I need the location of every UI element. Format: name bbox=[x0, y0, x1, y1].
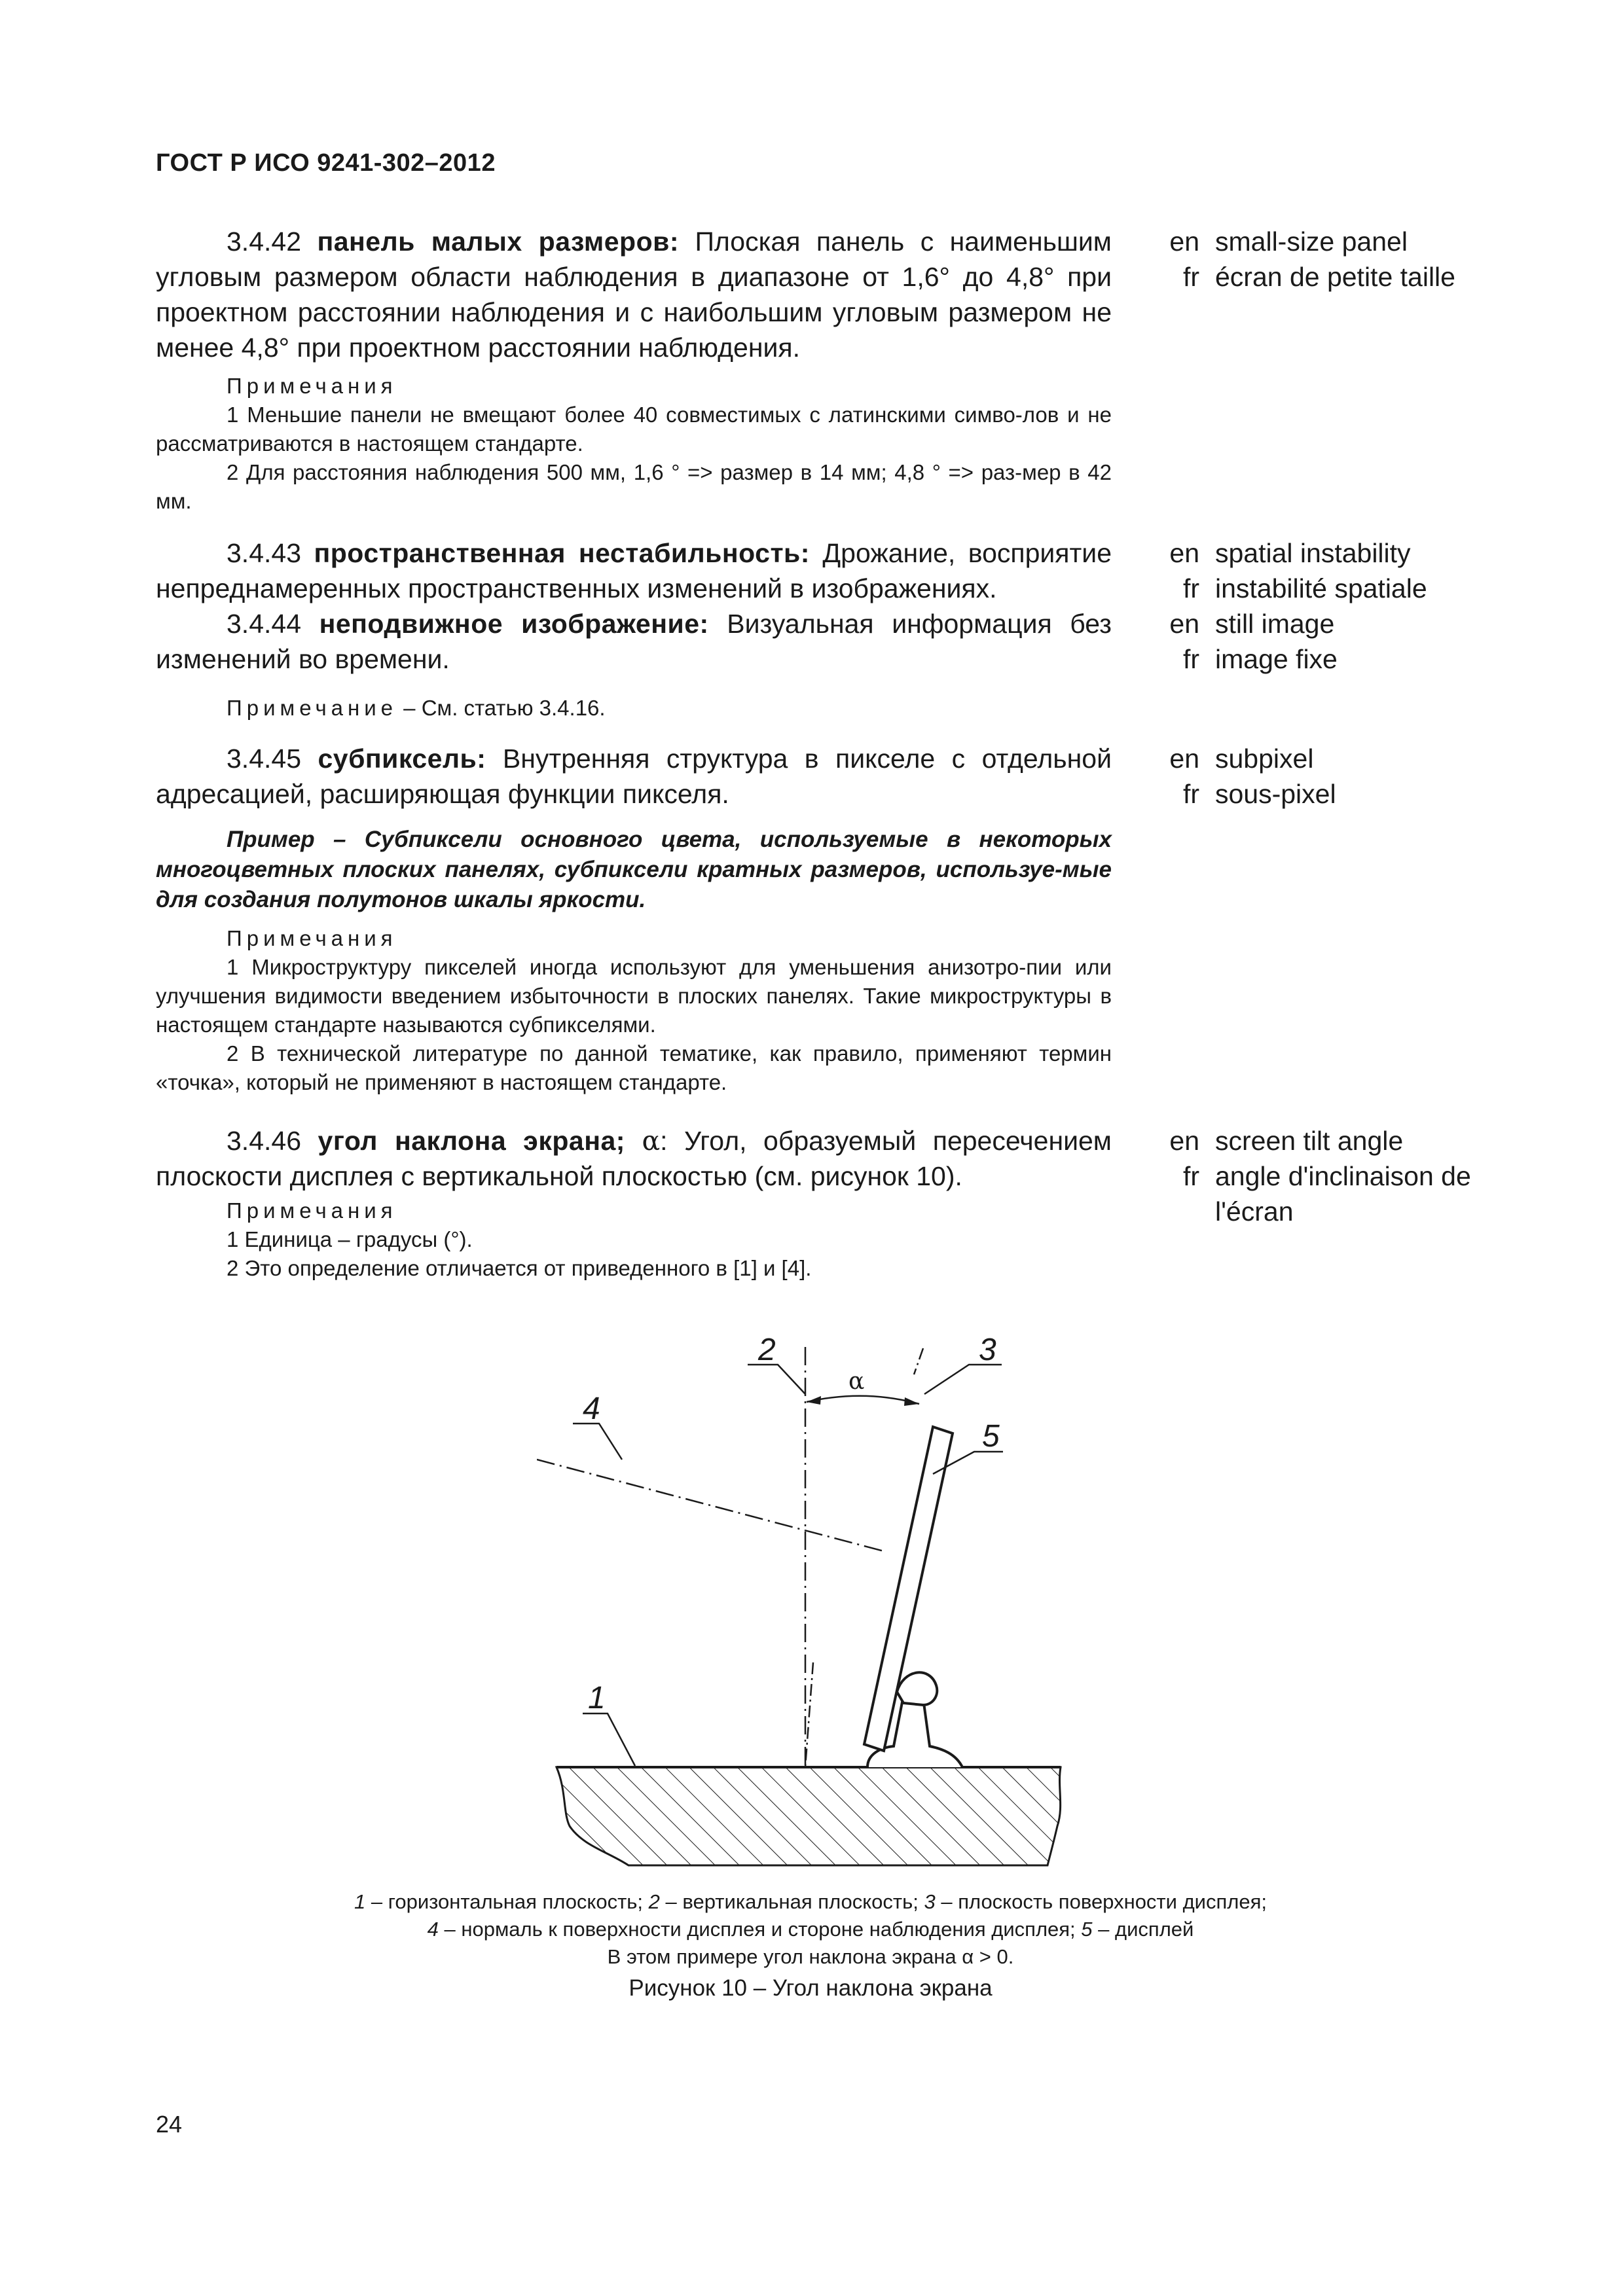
legend-key-5: 5 bbox=[1081, 1918, 1093, 1941]
note-3-4-44 bbox=[156, 694, 1112, 723]
lang-en: en bbox=[1169, 226, 1199, 257]
equivalents-3-4-43 bbox=[1155, 535, 1503, 606]
note-text: – См. статью 3.4.16. bbox=[397, 696, 606, 720]
figure-legend-line-2 bbox=[156, 1916, 1465, 1943]
display-plane-line-top bbox=[914, 1348, 923, 1374]
equivalents-3-4-44 bbox=[1155, 606, 1503, 677]
notes-heading: Примечания bbox=[227, 1198, 397, 1223]
term-title: панель малых размеров: bbox=[317, 226, 679, 257]
figure-title: Рисунок 10 – Угол наклона экрана bbox=[629, 1975, 993, 2001]
term-title: неподвижное изображение: bbox=[319, 609, 709, 639]
term-symbol: α bbox=[642, 1125, 661, 1157]
page-number: 24 bbox=[156, 2111, 183, 2138]
lang-fr: fr bbox=[1182, 573, 1199, 603]
term-number: 3.4.42 bbox=[227, 226, 301, 257]
leader-1 bbox=[583, 1713, 635, 1766]
note-1: 1 Единица – градусы (°). bbox=[227, 1227, 473, 1251]
french-term: sous-pixel bbox=[1215, 779, 1336, 809]
alpha-label: α bbox=[848, 1368, 865, 1395]
legend-desc-1: – горизонтальная плоскость; bbox=[365, 1890, 649, 1913]
leader-3 bbox=[924, 1365, 1002, 1394]
english-term: subpixel bbox=[1215, 744, 1314, 774]
equivalents-3-4-46 bbox=[1155, 1123, 1503, 1229]
term-number: 3.4.46 bbox=[227, 1126, 301, 1156]
term-number: 3.4.45 bbox=[227, 744, 301, 774]
callout-5: 5 bbox=[982, 1419, 1000, 1454]
lang-en: en bbox=[1169, 538, 1199, 568]
callout-3: 3 bbox=[979, 1333, 996, 1367]
notes-heading: Примечания bbox=[227, 926, 397, 950]
term-3-4-42 bbox=[156, 224, 1112, 365]
equivalents-3-4-45 bbox=[1155, 741, 1503, 812]
note-2: 2 В технической литературе по данной тематике, как правило, применяют термин «точка», который не применяют в настоящем стандарте. bbox=[156, 1041, 1112, 1094]
term-title: пространственная нестабильность: bbox=[314, 538, 810, 568]
callout-4: 4 bbox=[583, 1391, 600, 1426]
legend-desc-3: – плоскость поверхности дисплея; bbox=[935, 1890, 1267, 1913]
figure-screen-tilt-angle bbox=[537, 1302, 1296, 1892]
leader-2 bbox=[748, 1365, 805, 1394]
lang-en: en bbox=[1169, 744, 1199, 774]
callout-2: 2 bbox=[758, 1333, 776, 1367]
term-3-4-44 bbox=[156, 606, 1112, 677]
note-heading: Примечание bbox=[227, 696, 398, 720]
lang-fr: fr bbox=[1182, 779, 1199, 809]
figure-legend-line-3: В этом примере угол наклона экрана α > 0. bbox=[607, 1945, 1014, 1968]
term-definition: Плоская панель с наименьшим угловым размером области наблюдения в диапазоне от 1,6° до 4,8° при проектном расстоянии наблюдения и с наибольшим угловым размером не менее 4,8° при проектном расстоянии наблюдения. bbox=[156, 226, 1112, 363]
lang-en: en bbox=[1169, 1126, 1199, 1156]
french-term: image fixe bbox=[1215, 644, 1338, 674]
term-number: 3.4.43 bbox=[227, 538, 301, 568]
example-3-4-45: Пример – Субпиксели основного цвета, используемые в некоторых многоцветных плоских панелях, субпиксели кратных размеров, используе-мые для создания полутонов шкалы яркости. bbox=[156, 827, 1112, 912]
term-3-4-43 bbox=[156, 535, 1112, 606]
legend-desc-5: – дисплей bbox=[1092, 1918, 1194, 1941]
display-hinge bbox=[897, 1672, 937, 1705]
callout-1: 1 bbox=[588, 1681, 606, 1715]
term-title: угол наклона экрана; bbox=[318, 1126, 625, 1156]
alpha-arrow-right bbox=[904, 1397, 919, 1406]
notes-heading: Примечания bbox=[227, 374, 397, 398]
english-term: spatial instability bbox=[1215, 538, 1411, 568]
french-term: instabilité spatiale bbox=[1215, 573, 1427, 603]
term-definition: Дрожание, восприятие непреднамеренных пространственных изменений в изображениях. bbox=[156, 538, 1112, 603]
legend-desc-2: – вертикальная плоскость; bbox=[659, 1890, 924, 1913]
english-term: still image bbox=[1215, 609, 1335, 639]
document-header: ГОСТ Р ИСО 9241-302–2012 bbox=[156, 149, 496, 177]
term-3-4-45 bbox=[156, 741, 1112, 812]
note-2: 2 Для расстояния наблюдения 500 мм, 1,6 ° => размер в 14 мм; 4,8 ° => раз-мер в 42 мм. bbox=[156, 460, 1112, 513]
term-definition: : Угол, образуемый пересечением плоскости дисплея с вертикальной плоскостью (см. рисунок 10). bbox=[156, 1126, 1112, 1191]
legend-desc-4: – нормаль к поверхности дисплея и стороне наблюдения дисплея; bbox=[438, 1918, 1082, 1941]
figure-legend-line-1 bbox=[156, 1888, 1465, 1916]
display-normal-line bbox=[537, 1460, 884, 1551]
notes-3-4-42 bbox=[156, 372, 1112, 516]
alpha-arc bbox=[807, 1396, 919, 1404]
note-1: 1 Меньшие панели не вмещают более 40 совместимых с латинскими симво-лов и не рассматриваются в настоящем стандарте. bbox=[156, 403, 1112, 456]
leader-4 bbox=[573, 1424, 622, 1460]
notes-3-4-46 bbox=[156, 1196, 1112, 1283]
term-3-4-46 bbox=[156, 1123, 1112, 1194]
legend-key-2: 2 bbox=[648, 1890, 660, 1913]
lang-en: en bbox=[1169, 609, 1199, 639]
display-plane-line-bottom bbox=[805, 1662, 813, 1767]
note-1: 1 Микроструктуру пикселей иногда используют для уменьшения анизотро-пии или улучшения видимости введением избыточности в плоских панелях. Такие микроструктуры в настоящем стандарте называются субпикселями. bbox=[156, 955, 1112, 1037]
french-term: écran de petite taille bbox=[1215, 262, 1455, 292]
lang-fr: fr bbox=[1182, 1161, 1199, 1191]
equivalents-3-4-42 bbox=[1155, 224, 1503, 295]
term-title: субпиксель: bbox=[318, 744, 486, 774]
alpha-arrow-left bbox=[807, 1396, 821, 1405]
english-term: small-size panel bbox=[1215, 226, 1408, 257]
horizontal-plane-hatching bbox=[556, 1767, 1061, 1865]
legend-key-3: 3 bbox=[924, 1890, 936, 1913]
notes-3-4-45 bbox=[156, 924, 1112, 1097]
legend-key-4: 4 bbox=[427, 1918, 439, 1941]
term-definition: Визуальная информация без изменений во времени. bbox=[156, 609, 1112, 674]
note-2: 2 Это определение отличается от приведенного в [1] и [4]. bbox=[227, 1256, 812, 1280]
term-definition: Внутренняя структура в пикселе с отдельной адресацией, расширяющая функции пикселя. bbox=[156, 744, 1112, 809]
english-term: screen tilt angle bbox=[1215, 1126, 1404, 1156]
lang-fr: fr bbox=[1182, 262, 1199, 292]
french-term: angle d'inclinaison de l'écran bbox=[1215, 1161, 1471, 1227]
legend-key-1: 1 bbox=[354, 1890, 366, 1913]
lang-fr: fr bbox=[1182, 644, 1199, 674]
term-number: 3.4.44 bbox=[227, 609, 301, 639]
